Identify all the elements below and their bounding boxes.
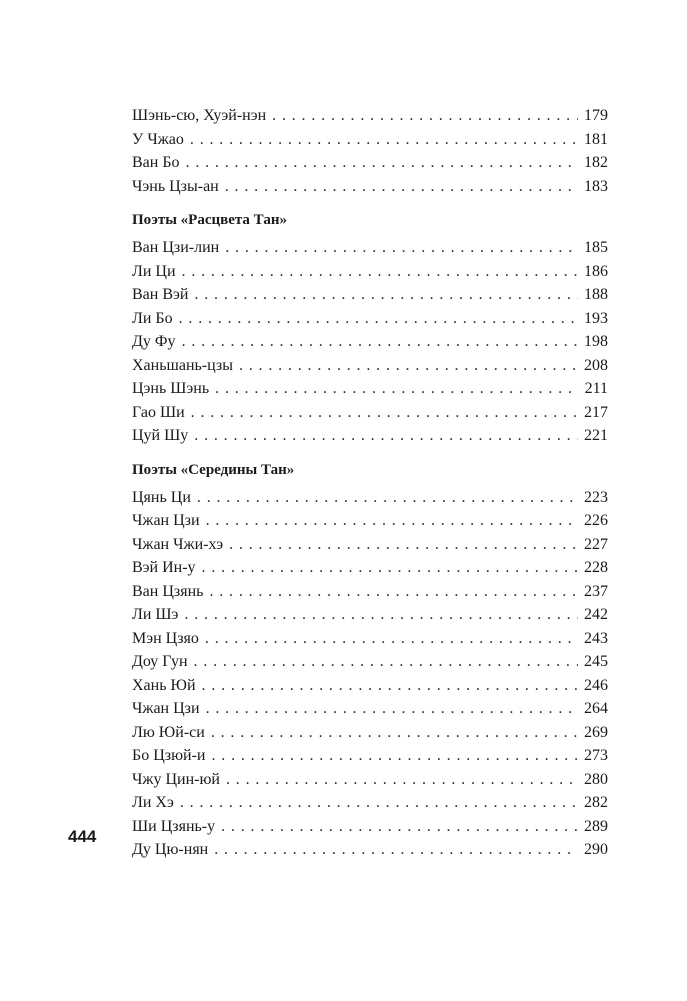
- dot-leader: [225, 236, 578, 260]
- toc-entry: [132, 768, 608, 792]
- dot-leader: [211, 744, 578, 768]
- toc-entry: [132, 580, 608, 604]
- toc-entry-page: 245: [584, 653, 608, 670]
- toc-entry-title: Ван Цзи-лин: [132, 239, 220, 256]
- dot-leader: [229, 533, 578, 557]
- dot-leader: [226, 768, 578, 792]
- toc-entry-title: Ван Бо: [132, 154, 180, 171]
- toc-entry: [132, 307, 608, 331]
- section-heading: Поэты «Расцвета Тан»: [132, 212, 287, 228]
- dot-leader: [221, 815, 578, 839]
- toc-entry-title: Чжу Цин-юй: [132, 770, 220, 788]
- toc-entry: [132, 556, 608, 580]
- toc-entry-title: Цянь Ци: [132, 488, 191, 506]
- toc-entry-title: У Чжао: [132, 130, 184, 148]
- toc-entry-page: 198: [584, 333, 608, 350]
- page-number: 444: [68, 827, 97, 846]
- toc-entry-title: Вэй Ин-у: [132, 559, 196, 576]
- toc-entry-page: 243: [584, 629, 608, 647]
- toc-entry-page: 228: [584, 559, 608, 576]
- dot-leader: [202, 556, 578, 580]
- toc-entry-page: 211: [584, 380, 608, 397]
- toc-entry: [132, 509, 608, 533]
- toc-entry: [132, 151, 608, 175]
- toc-entry: [132, 674, 608, 698]
- toc-entry: [132, 486, 608, 510]
- toc-entry-page: 269: [584, 723, 608, 741]
- toc-entry: [132, 603, 608, 627]
- toc-entry: [132, 744, 608, 768]
- toc-entry-page: 185: [584, 239, 608, 256]
- toc-entry-page: 223: [584, 488, 608, 506]
- toc-entry-title: Доу Гун: [132, 653, 188, 670]
- toc-entry: [132, 424, 608, 448]
- toc-entry: [132, 104, 608, 128]
- dot-leader: [209, 580, 578, 604]
- dot-leader: [180, 791, 578, 815]
- dot-leader: [239, 354, 578, 378]
- dot-leader: [206, 697, 578, 721]
- toc-entry-title: Ли Хэ: [132, 794, 174, 811]
- toc-entry-page: 186: [584, 262, 608, 280]
- toc-entry-title: Шэнь-сю, Хуэй-нэн: [132, 107, 267, 124]
- toc-entry-page: 226: [584, 512, 608, 529]
- toc-entry-title: Ван Цзянь: [132, 582, 204, 600]
- toc-entry-page: 237: [584, 582, 608, 600]
- toc-entry-title: Лю Юй-си: [132, 723, 205, 741]
- toc-entry-page: 217: [584, 403, 608, 421]
- dot-leader: [215, 377, 578, 401]
- dot-leader: [214, 838, 578, 862]
- dot-leader: [190, 128, 578, 152]
- toc-entry-page: 179: [584, 107, 608, 124]
- toc-entry: [132, 721, 608, 745]
- toc-entry: [132, 260, 608, 284]
- toc-entry-title: Цэнь Шэнь: [132, 380, 210, 397]
- toc-entry-title: Бо Цзюй-и: [132, 747, 206, 764]
- toc-entry: [132, 354, 608, 378]
- toc-entry-title: Хань Юй: [132, 676, 196, 694]
- toc-entry: [132, 697, 608, 721]
- toc-entry-page: 282: [584, 794, 608, 811]
- toc-entry-page: 242: [584, 606, 608, 623]
- toc-entry-title: Чэнь Цзы-ан: [132, 177, 219, 195]
- toc-entry: [132, 175, 608, 199]
- toc-entry-title: Ли Шэ: [132, 606, 179, 623]
- dot-leader: [186, 151, 578, 175]
- toc-entry-page: 280: [584, 770, 608, 788]
- table-of-contents: [132, 104, 608, 862]
- dot-leader: [202, 674, 578, 698]
- dot-leader: [225, 175, 578, 199]
- toc-entry-page: 289: [584, 817, 608, 835]
- dot-leader: [211, 721, 578, 745]
- dot-leader: [206, 509, 578, 533]
- toc-entry-title: Цуй Шу: [132, 427, 189, 444]
- toc-entry-title: Ханьшань-цзы: [132, 356, 233, 374]
- dot-leader: [197, 486, 578, 510]
- toc-entry-title: Ли Бо: [132, 309, 173, 327]
- toc-entry-page: 221: [584, 427, 608, 444]
- toc-entry-title: Гао Ши: [132, 403, 185, 421]
- toc-entry-title: Ши Цзянь-у: [132, 817, 216, 835]
- dot-leader: [194, 650, 578, 674]
- toc-entry-title: Ван Вэй: [132, 286, 189, 303]
- toc-entry-page: 182: [584, 154, 608, 171]
- toc-entry-page: 208: [584, 356, 608, 374]
- toc-entry-page: 181: [584, 130, 608, 148]
- toc-entry-title: Ду Фу: [132, 333, 176, 350]
- toc-entry: [132, 236, 608, 260]
- toc-entry: [132, 533, 608, 557]
- toc-entry: [132, 838, 608, 862]
- toc-entry: [132, 377, 608, 401]
- dot-leader: [194, 424, 578, 448]
- toc-entry-title: Ли Ци: [132, 262, 176, 280]
- dot-leader: [182, 330, 578, 354]
- toc-entry-page: 193: [584, 309, 608, 327]
- dot-leader: [191, 401, 578, 425]
- toc-entry: [132, 650, 608, 674]
- toc-entry-page: 273: [584, 747, 608, 764]
- toc-entry: [132, 791, 608, 815]
- toc-entry-page: 264: [584, 700, 608, 717]
- toc-entry: [132, 815, 608, 839]
- toc-entry-title: Чжан Цзи: [132, 512, 200, 529]
- dot-leader: [194, 283, 578, 307]
- toc-entry-title: Ду Цю-нян: [132, 841, 209, 858]
- dot-leader: [182, 260, 578, 284]
- toc-entry-page: 246: [584, 676, 608, 694]
- dot-leader: [205, 627, 578, 651]
- toc-entry: [132, 128, 608, 152]
- dot-leader: [184, 603, 578, 627]
- toc-entry: [132, 283, 608, 307]
- dot-leader: [272, 104, 578, 128]
- dot-leader: [179, 307, 578, 331]
- toc-entry-page: 290: [584, 841, 608, 858]
- toc-entry-page: 227: [584, 535, 608, 553]
- toc-entry-title: Чжан Чжи-хэ: [132, 535, 224, 553]
- section-heading: Поэты «Середины Тан»: [132, 461, 295, 478]
- toc-entry-page: 188: [584, 286, 608, 303]
- toc-entry: [132, 401, 608, 425]
- toc-entry: [132, 330, 608, 354]
- toc-entry-title: Чжан Цзи: [132, 700, 200, 717]
- toc-entry: [132, 627, 608, 651]
- toc-entry-title: Мэн Цзяо: [132, 629, 199, 647]
- toc-entry-page: 183: [584, 177, 608, 195]
